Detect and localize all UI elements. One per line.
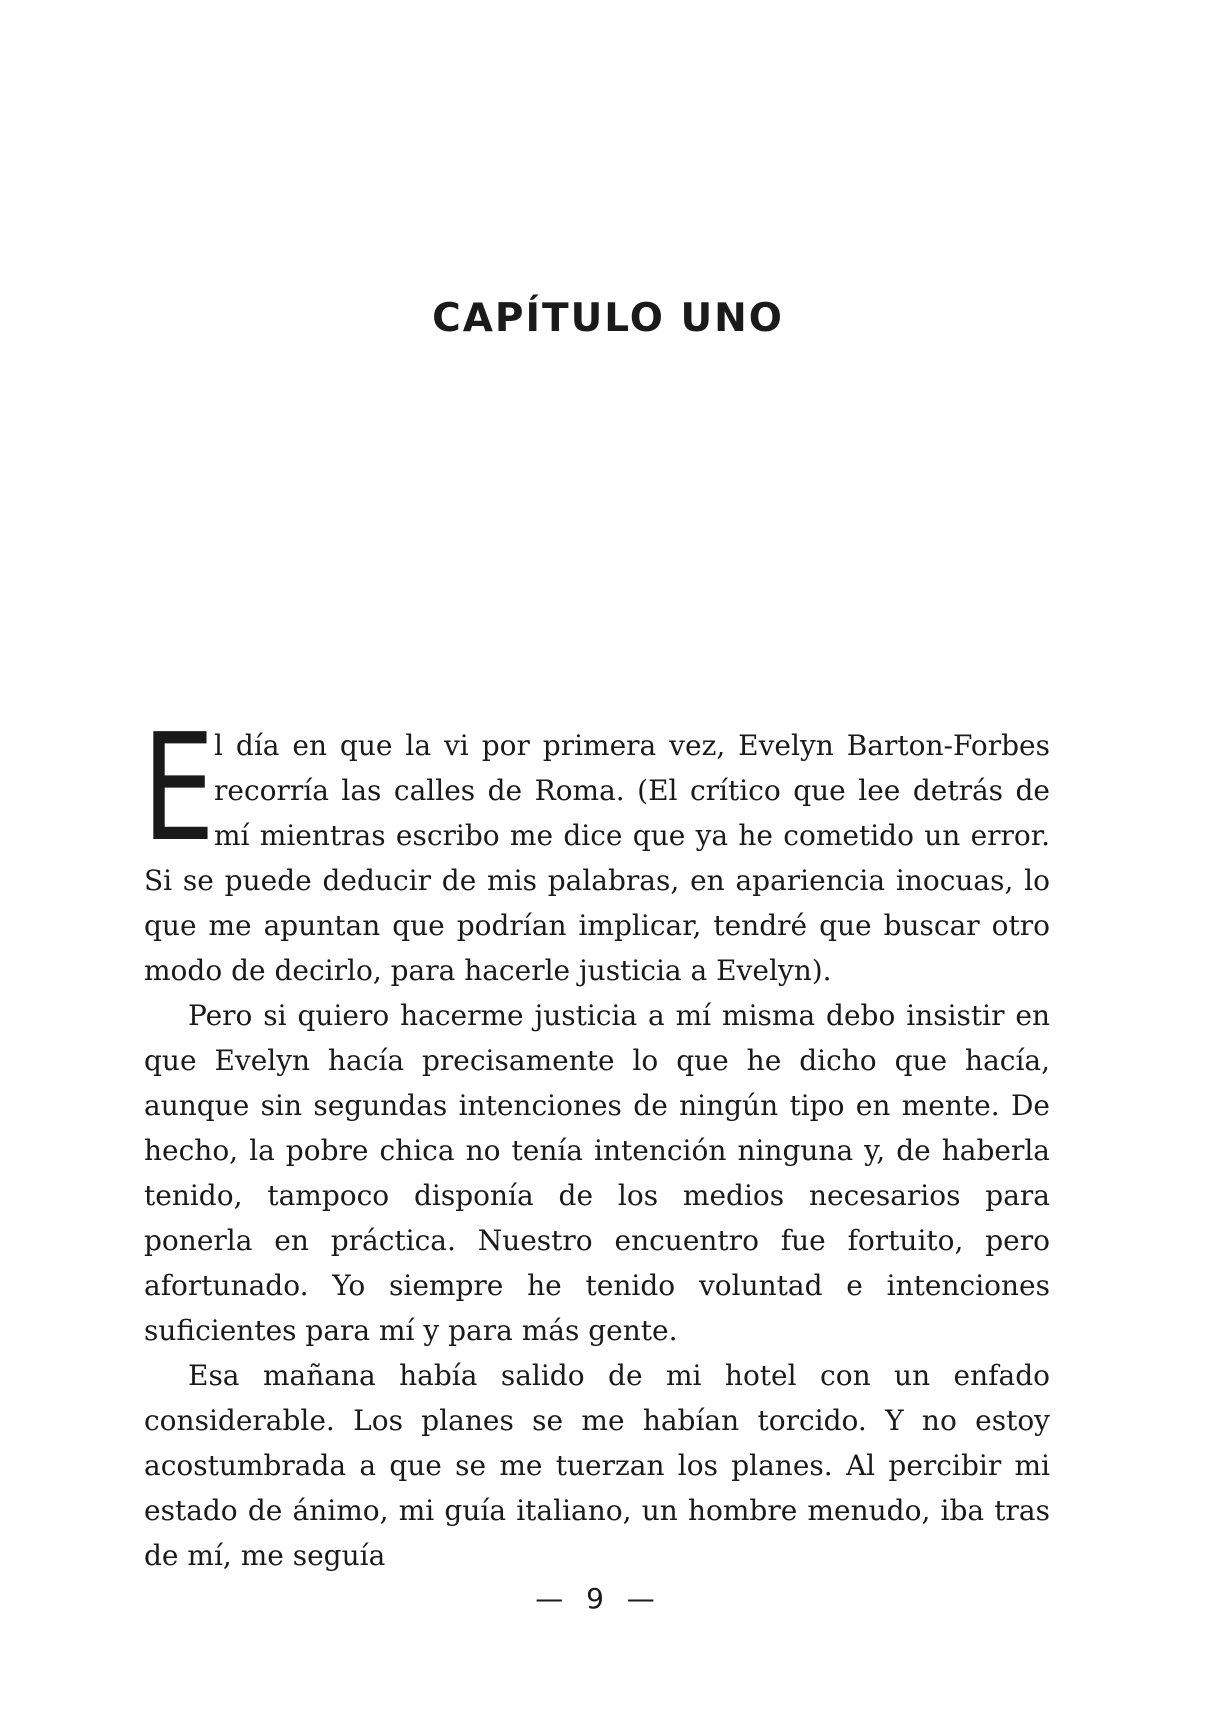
paragraph-1 — [142, 702, 1050, 993]
paragraph-1-text: l día en que la vi por primera vez, Evelyn Barton-Forbes recorría las calles de Roma. (El crítico que lee detrás de mí mientras escribo me dice que ya he cometido un error. Si se puede deducir de mis palabras, en apariencia inocuas, lo que me apuntan que podrían implicar, tendré que buscar otro modo de decirlo, para hacerle justicia a Evelyn). — [144, 729, 1050, 987]
page-number: — 9 — — [535, 1582, 655, 1615]
chapter-body — [142, 702, 1050, 1578]
chapter-title: CAPÍTULO UNO — [432, 296, 784, 341]
paragraph-2: Pero si quiero hacerme justicia a mí misma debo insistir en que Evelyn hacía precisamente lo que he dicho que hacía, aunque sin segundas intenciones de ningún tipo en mente. De hecho, la pobre chica no tenía intención ninguna y, de haberla tenido, tampoco disponía de los medios necesarios para ponerla en práctica. Nuestro encuentro fue fortuito, pero afortunado. Yo siempre he tenido voluntad e intenciones suficientes para mí y para más gente. — [144, 999, 1050, 1347]
drop-cap: E — [142, 702, 215, 874]
paragraph-3: Esa mañana había salido de mi hotel con un enfado considerable. Los planes se me habían torcido. Y no estoy acostumbrada a que se me tuerzan los planes. Al percibir mi estado de ánimo, mi guía italiano, un hombre menudo, iba tras de mí, me seguía — [144, 1359, 1050, 1572]
